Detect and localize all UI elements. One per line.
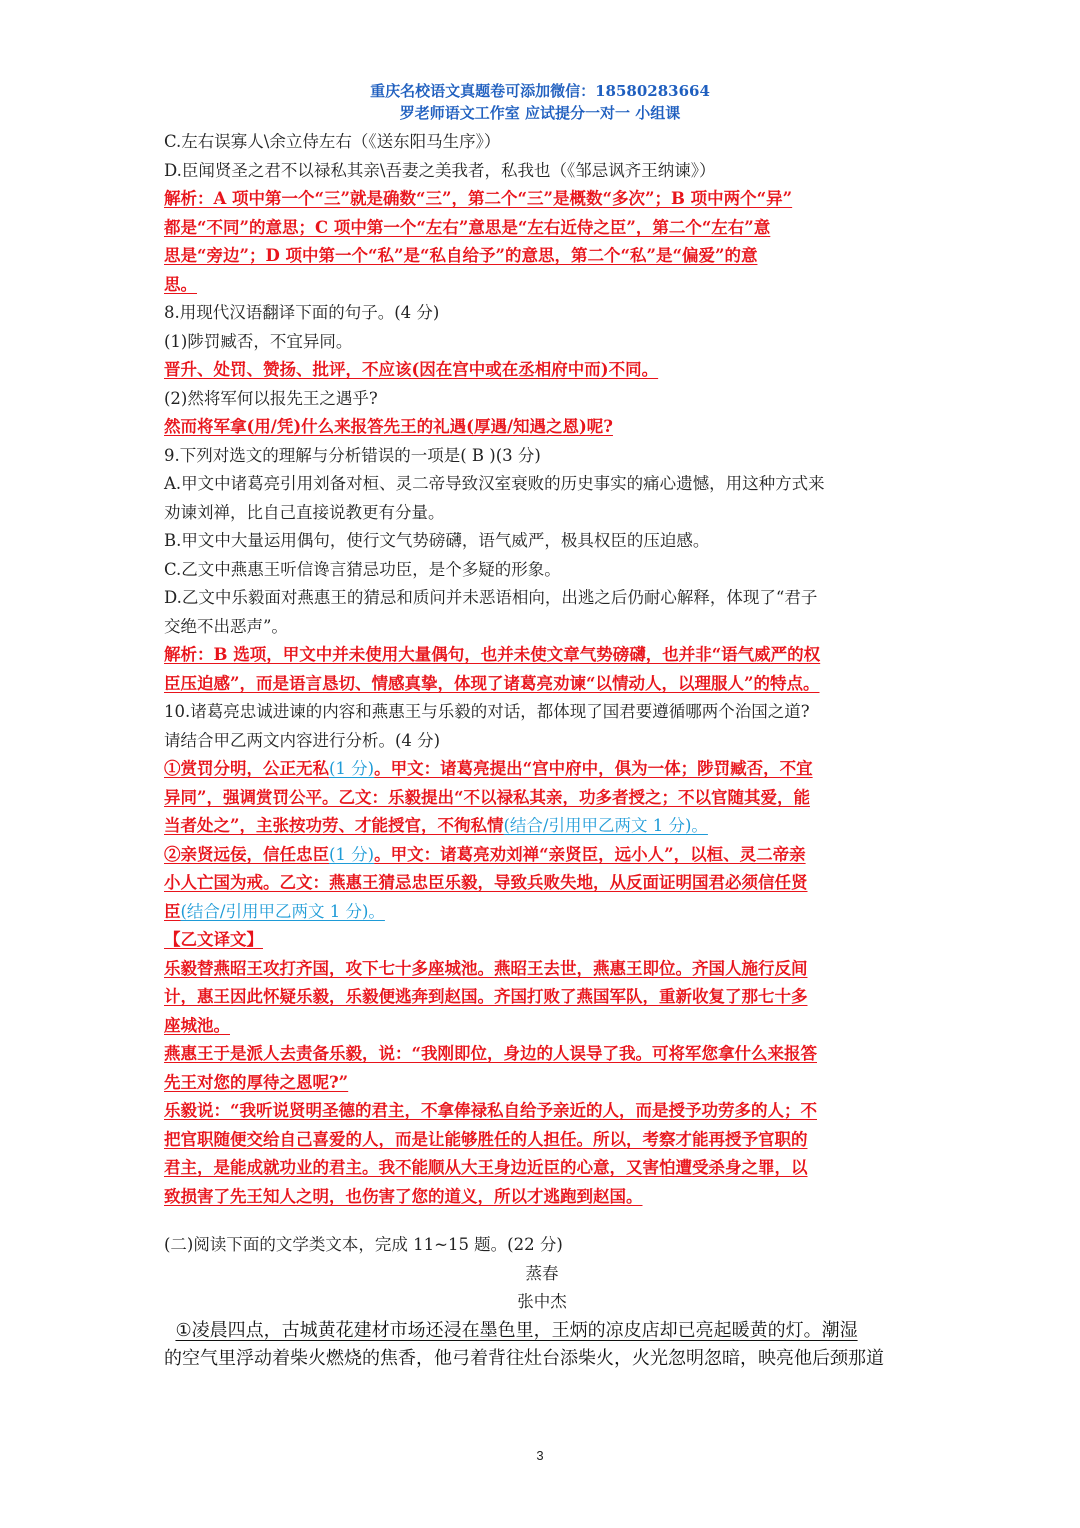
translation-p2-line1: 燕惠王于是派人去责备乐毅，说：“我刚即位，身边的人误导了我。可将军您拿什么来报答: [164, 1044, 817, 1063]
answer-8-part1: 晋升、处罚、赞扬、批评，不应该(因在宫中或在丞相府中而)不同。: [164, 360, 659, 379]
translation-p1-line1: 乐毅替燕昭王攻打齐国，攻下七十多座城池。燕昭王去世，燕惠王即位。齐国人施行反间: [164, 958, 808, 978]
translation-p1-line2: 计，惠王因此怀疑乐毅，乐毅便逃奔到赵国。齐国打败了燕国军队，重新收复了那七十多: [164, 987, 808, 1006]
page-number: 3: [536, 1448, 544, 1463]
question-9-option-a-line1: A.甲文中诸葛亮引用刘备对桓、灵二帝导致汉室衰败的历史事实的痛心遗憾，用这种方式来: [164, 474, 825, 493]
story-paragraph1-line1: ①凌晨四点，古城黄花建材市场还浸在墨色里，王炳的凉皮店却已亮起暖黄的灯。潮湿: [175, 1319, 858, 1341]
analysis-q7-line4: 思。: [164, 274, 197, 294]
question-9-option-a-line2: 劝谏刘禅，比自己直接说教更有分量。: [164, 502, 445, 522]
answer-10-score4: (结合/引用甲乙两文 1 分)。: [180, 901, 385, 921]
answer-10-point1: ①赏罚分明，公正无私: [164, 759, 329, 778]
question-8-part2: (2)然将军何以报先王之遇乎?: [164, 388, 378, 408]
question-9-option-d-line2: 交绝不出恶声”。: [164, 616, 288, 636]
question-9: 9.下列对选文的理解与分析错误的一项是( B )(3 分): [164, 445, 541, 465]
page-body: [164, 128, 920, 1374]
question-9-option-d-line1: D.乙文中乐毅面对燕惠王的猜忌和质问并未恶语相向，出逃之后仍耐心解释，体现了“君子: [164, 588, 818, 607]
answer-8-part2: 然而将军拿(用/凭)什么来报答先王的礼遇(厚遇/知遇之恩)呢?: [164, 417, 613, 436]
answer-10-score2: (结合/引用甲乙两文 1 分)。: [503, 816, 708, 835]
header-contact: 重庆名校语文真题卷可添加微信：18580283664: [370, 82, 710, 100]
story-paragraph1-line2: 的空气里浮动着柴火燃烧的焦香，他弓着背往灶台添柴火，火光忽明忽暗，映亮他后颈那道: [164, 1348, 884, 1369]
story-author: 张中杰: [517, 1292, 567, 1311]
option-c: C.左右误寡人\余立侍左右（《送东阳马生序》）: [164, 132, 501, 151]
answer-10-score3: (1 分): [329, 844, 375, 864]
answer-10-line1-rest: 。甲文：诸葛亮提出“宫中府中，俱为一体；陟罚臧否，不宜: [374, 759, 813, 778]
translation-p1-line3: 座城池。: [164, 1015, 230, 1035]
translation-heading: 【乙文译文】: [164, 930, 263, 949]
answer-10-line6: 臣: [164, 901, 181, 921]
question-10-line1: 10.诸葛亮忠诚进谏的内容和燕惠王与乐毅的对话，都体现了国君要遵循哪两个治国之道?: [164, 702, 810, 721]
answer-10-point2: ②亲贤远佞，信任忠臣: [164, 844, 329, 864]
translation-p3-line2: 把官职随便交给自己喜爱的人，而是让能够胜任的人担任。所以，考察才能再授予官职的: [164, 1129, 808, 1149]
option-d: D.臣闻贤圣之君不以禄私其亲\吾妻之美我者，私我也（《邹忌讽齐王纳谏》）: [164, 160, 716, 180]
question-8: 8.用现代汉语翻译下面的句子。(4 分): [164, 303, 440, 322]
analysis-q7-line2: 都是“不同”的意思；C 项中第一个“左右”意思是“左右近侍之臣”，第二个“左右”意: [164, 217, 771, 237]
answer-10-line5: 小人亡国为戒。乙文：燕惠王猜忌忠臣乐毅，导致兵败失地，从反面证明国君必须信任贤: [164, 873, 808, 892]
analysis-q7-line3: 思是“旁边”；D 项中第一个“私”是“私自给予”的意思，第二个“私”是“偏爱”的意: [164, 246, 758, 265]
analysis-q9-line1: 解析：B 选项，甲文中并未使用大量偶句，也并未使文章气势磅礴，也并非“语气威严的权: [164, 645, 821, 664]
answer-10-line4-rest: 。甲文：诸葛亮劝刘禅“亲贤臣，远小人”，以桓、灵二帝亲: [374, 844, 806, 864]
analysis-q7-line1: 解析：A 项中第一个“三”就是确数“三”，第二个“三”是概数“多次”；B 项中两个“异”: [164, 189, 793, 208]
header-studio: 罗老师语文工作室 应试提分一对一 小组课: [399, 104, 681, 122]
translation-p3-line1: 乐毅说：“我听说贤明圣德的君主，不拿俸禄私自给予亲近的人，而是授予功劳多的人；不: [164, 1101, 817, 1120]
answer-10-score1: (1 分): [329, 759, 375, 778]
translation-p3-line4: 致损害了先王知人之明，也伤害了您的道义，所以才逃跑到赵国。: [164, 1186, 643, 1206]
translation-p2-line2: 先王对您的厚待之恩呢?”: [164, 1072, 349, 1092]
story-title: 蒸春: [525, 1263, 559, 1283]
answer-10-line3: 当者处之”，主张按功劳、才能授官，不徇私情: [164, 816, 504, 835]
analysis-q9-line2: 臣压迫感”，而是语言恳切、情感真挚，体现了诸葛亮劝谏“以情动人，以理服人”的特点。: [164, 673, 820, 693]
section-2-heading: (二)阅读下面的文学类文本，完成 11~15 题。(22 分): [164, 1235, 563, 1254]
translation-p3-line3: 君主，是能成就功业的君主。我不能顺从大王身边近臣的心意，又害怕遭受杀身之罪，以: [164, 1158, 808, 1177]
question-9-option-c: C.乙文中燕惠王听信谗言猜忌功臣，是个多疑的形象。: [164, 559, 561, 579]
answer-10-line2: 异同”，强调赏罚公平。乙文：乐毅提出“不以禄私其亲，功多者授之；不以官随其爱，能: [164, 787, 810, 807]
question-9-option-b: B.甲文中大量运用偶句，使行文气势磅礴，语气威严，极具权臣的压迫感。: [164, 531, 710, 550]
question-8-part1: (1)陟罚臧否，不宜异同。: [164, 331, 353, 351]
question-10-line2: 请结合甲乙两文内容进行分析。(4 分): [164, 730, 441, 750]
